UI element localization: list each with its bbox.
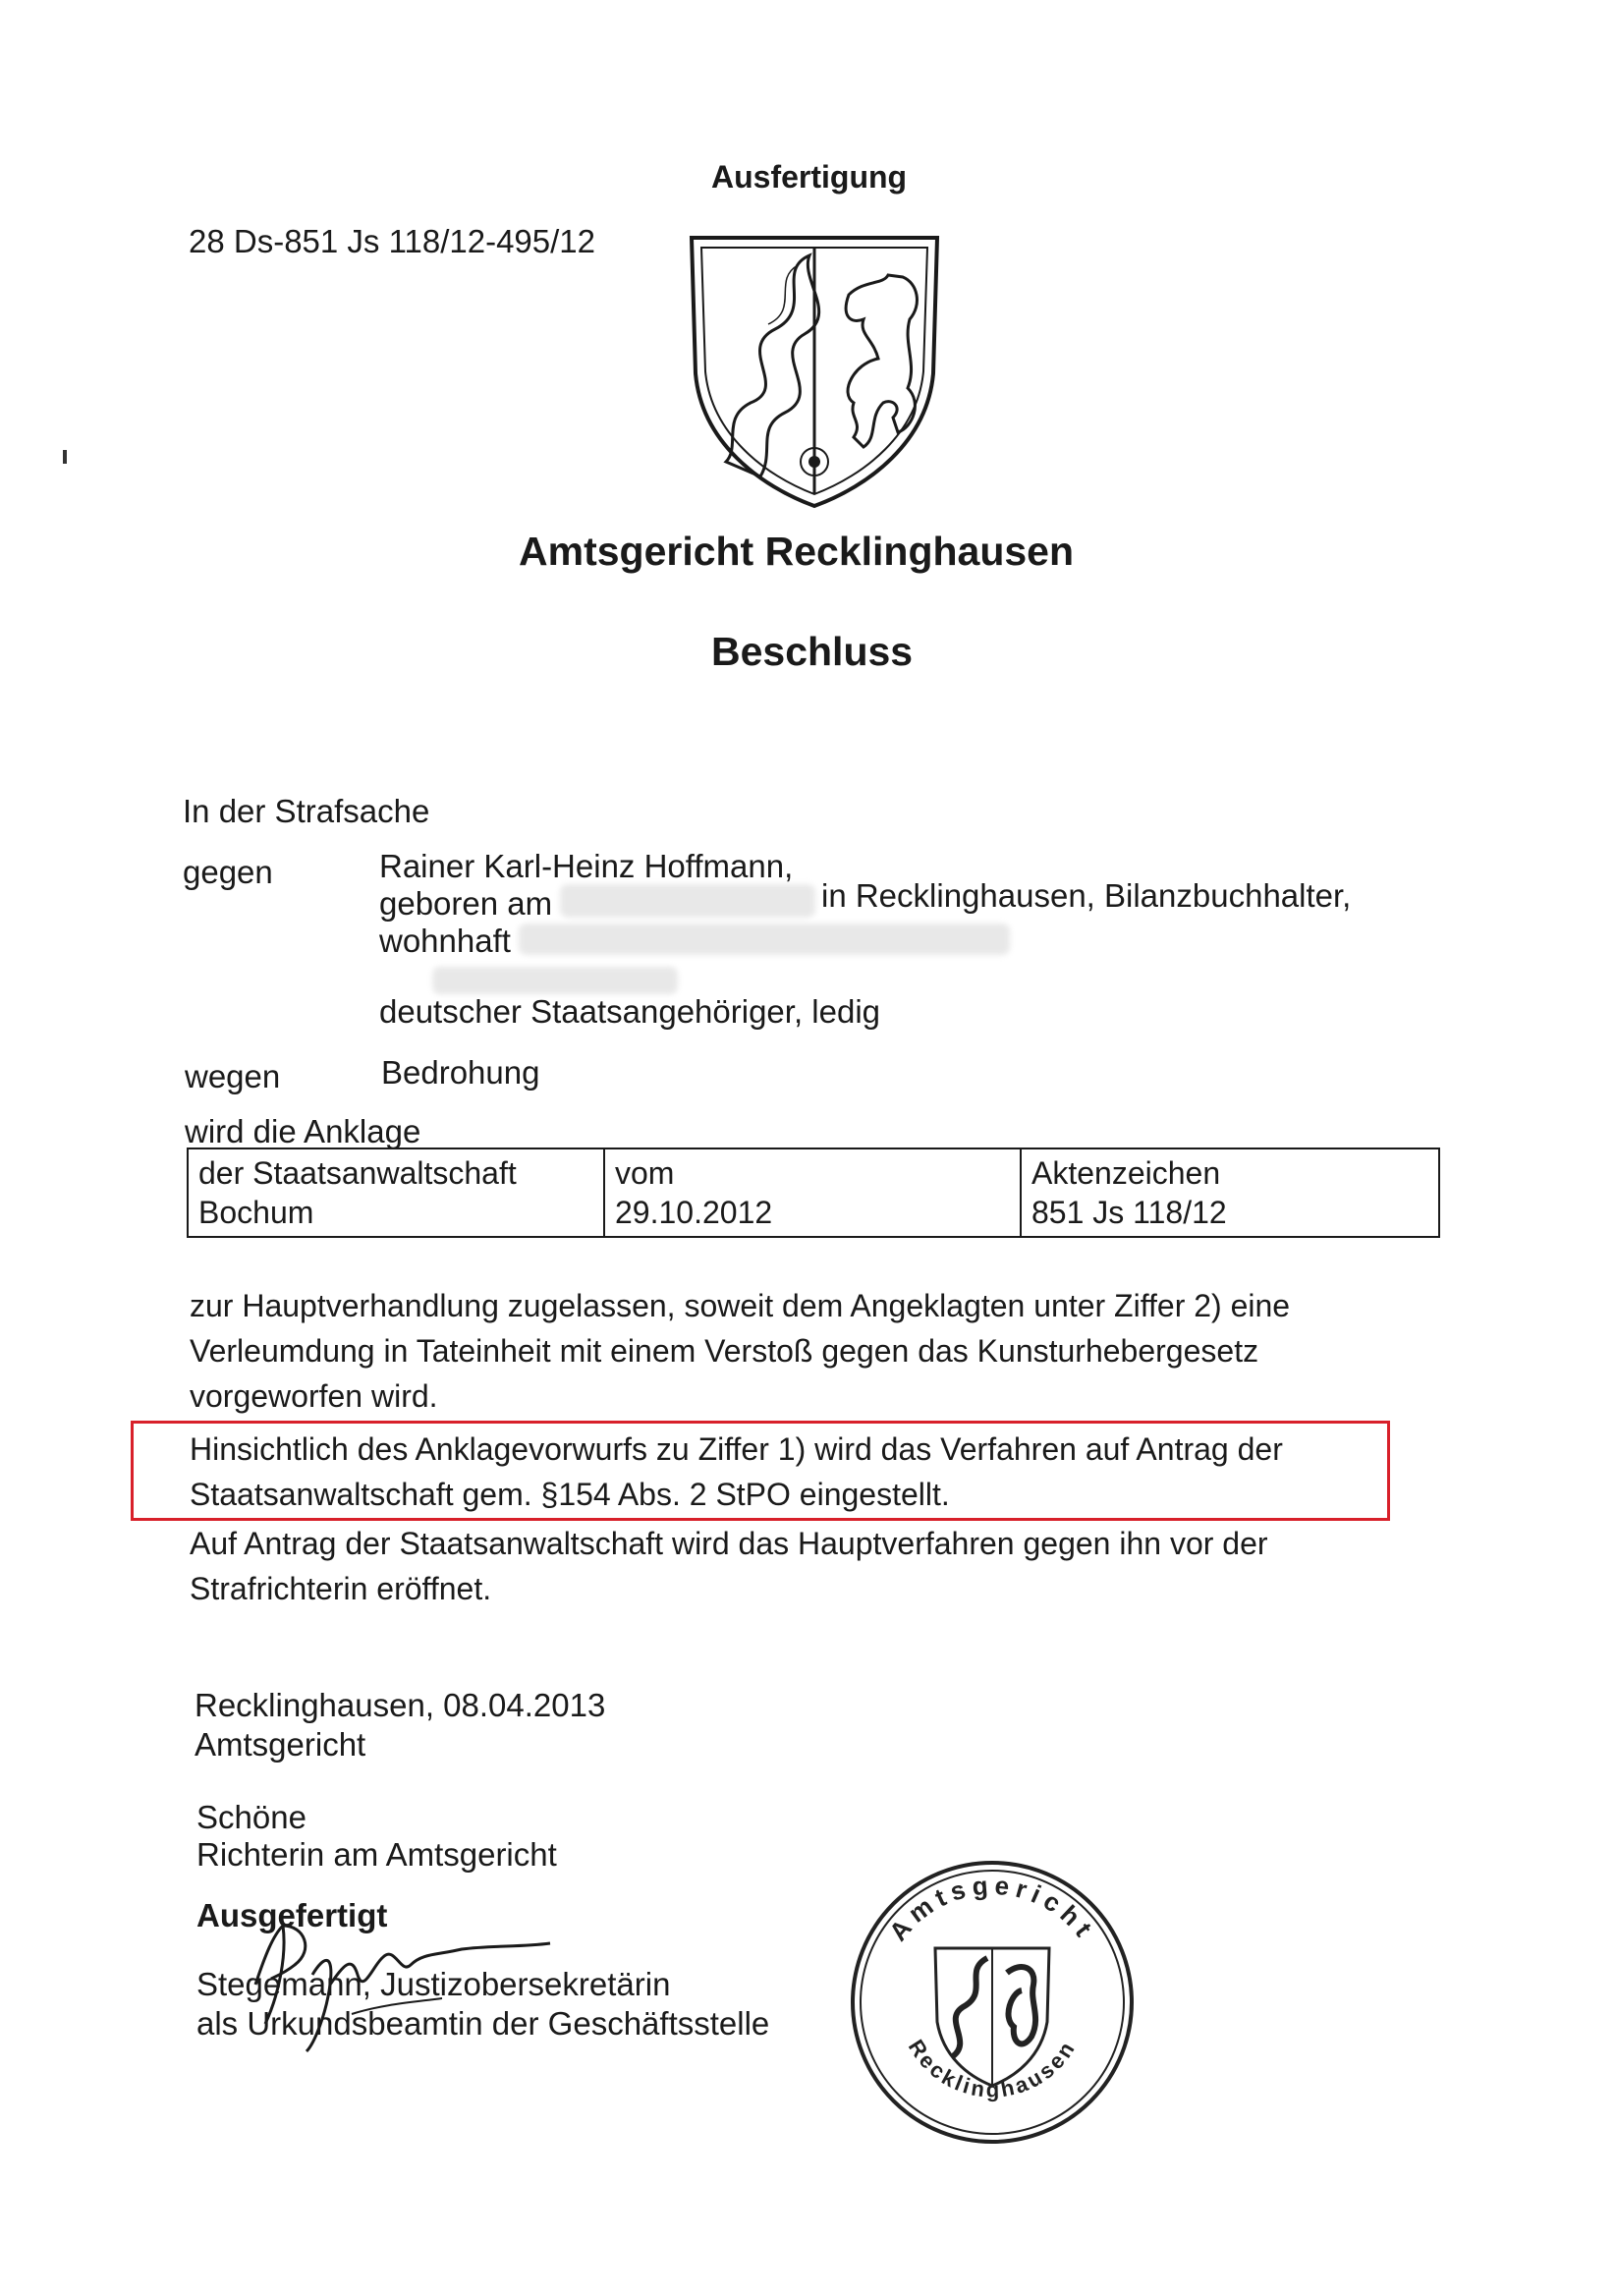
defendant-name: Rainer Karl-Heinz Hoffmann, [379,848,794,884]
redacted-city [432,967,678,994]
file-cell [1021,1148,1439,1237]
file-label: Aktenzeichen [1031,1155,1221,1191]
date-label: vom [615,1155,675,1191]
seal-bottom-text: Recklinghausen [903,2035,1082,2102]
offense: Bedrohung [381,1054,540,1091]
paragraph-main-proceedings: Auf Antrag der Staatsanwaltschaft wird das Hauptverfahren gegen ihn vor der Strafrichterin eröffnet. [190,1526,1268,1606]
authority-line2: Bochum [198,1195,314,1230]
svg-text:Amtsgericht [883,1871,1101,1947]
nationality-status: deutscher Staatsangehöriger, ledig [379,993,881,1030]
document-title: Beschluss [711,629,914,674]
table-row [188,1148,1439,1237]
redacted-address [519,924,1010,955]
wegen-label: wegen [185,1058,281,1094]
court-seal-icon [845,1855,1140,2150]
anklage-intro: wird die Anklage [185,1113,421,1149]
clerk-name: Stegemann, Justizobersekretärin [196,1966,671,2002]
birth-place-profession: in Recklinghausen, Bilanzbuchhalter, [821,877,1352,914]
signature-icon [236,1896,560,2063]
ausfertigung-label: Ausfertigung [711,159,908,195]
seal-top-text: Amtsgericht [882,1870,1102,1947]
gegen-label: gegen [183,854,273,890]
clerk-role: als Urkundsbeamtin der Geschäftsstelle [196,2005,770,2042]
file-value: 851 Js 118/12 [1031,1195,1227,1230]
authority-line1: der Staatsanwaltschaft [198,1155,517,1191]
indictment-table [187,1148,1440,1238]
paragraph-dismissal: Hinsichtlich des Anklagevorwurfs zu Ziffer 1) wird das Verfahren auf Antrag der Staatsanwaltschaft gem. §154 Abs. 2 StPO eingestellt. [190,1431,1283,1512]
date-value: 29.10.2012 [615,1195,773,1230]
paragraph-admission: zur Hauptverhandlung zugelassen, soweit dem Angeklagten unter Ziffer 2) eine Verleumdung in Tateinheit mit einem Verstoß gegen das Kunsturhebergesetz vorgeworfen wird. [190,1288,1291,1414]
ausgefertigt-label: Ausgefertigt [196,1897,388,1933]
court-short: Amtsgericht [195,1726,366,1763]
file-reference: 28 Ds-851 Js 118/12-495/12 [189,223,595,259]
judge-title: Richterin am Amtsgericht [196,1836,557,1873]
date-cell [604,1148,1021,1237]
address-prefix: wohnhaft [379,923,511,959]
redacted-birthdate [560,884,815,918]
coat-of-arms-icon [682,226,947,511]
birth-prefix: geboren am [379,885,553,922]
place-date: Recklinghausen, 08.04.2013 [195,1687,606,1723]
judge-name: Schöne [196,1799,306,1835]
court-name: Amtsgericht Recklinghausen [519,529,1075,574]
authority-cell [188,1148,604,1237]
scan-speck [63,450,67,464]
case-intro: In der Strafsache [183,793,430,829]
